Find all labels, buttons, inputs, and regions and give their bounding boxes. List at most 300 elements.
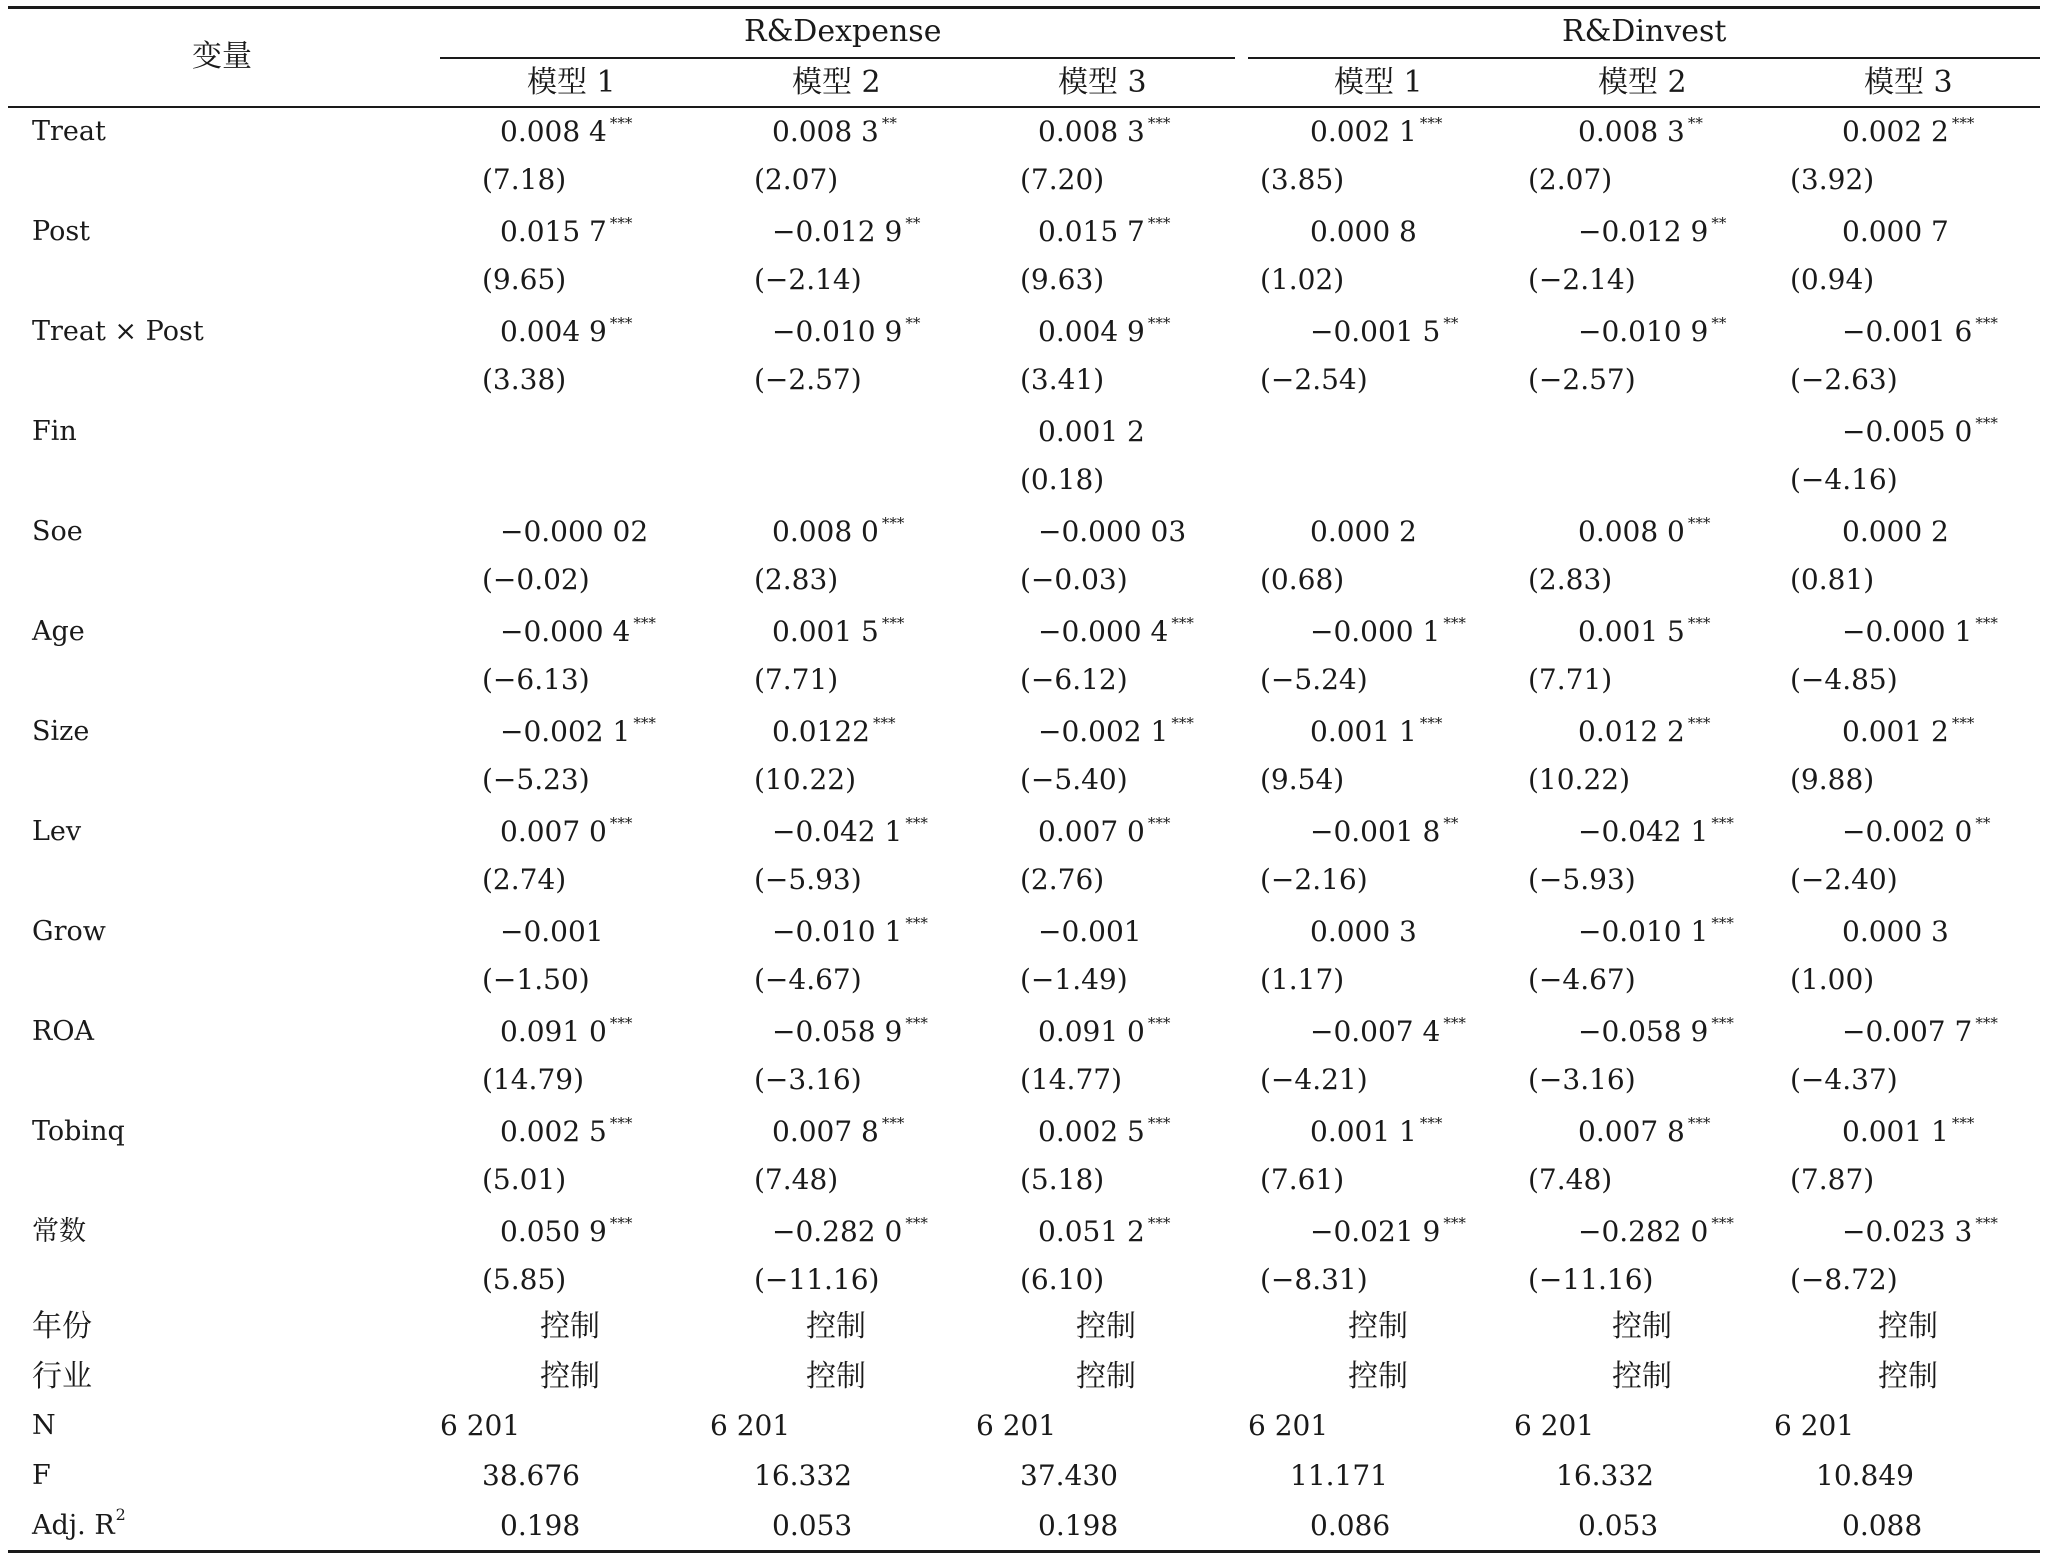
coef-value: 0.051 2 bbox=[1038, 1215, 1145, 1248]
t-stat-cell: (−11.16) bbox=[1528, 1263, 1654, 1296]
significance-stars: *** bbox=[609, 1014, 633, 1032]
summary-cell: 0.088 bbox=[1842, 1509, 1923, 1542]
coef-cell bbox=[1038, 114, 1171, 148]
row-label bbox=[32, 1309, 92, 1344]
significance-stars: *** bbox=[609, 1214, 633, 1232]
t-stat-cell: (7.71) bbox=[754, 663, 839, 696]
row-label: Age bbox=[32, 616, 85, 647]
significance-stars: *** bbox=[609, 214, 633, 232]
t-stat-cell: (−3.16) bbox=[754, 1063, 862, 1096]
model-header: 模型 1 bbox=[1334, 65, 1423, 100]
coef-cell bbox=[1310, 1114, 1443, 1148]
coef-cell bbox=[1842, 1014, 1998, 1048]
coef-cell bbox=[1310, 1014, 1466, 1048]
coef-value: 0.000 2 bbox=[1310, 515, 1417, 548]
coef-cell bbox=[1310, 314, 1459, 348]
t-stat-cell: (14.77) bbox=[1020, 1063, 1123, 1096]
coef-value: −0.002 1 bbox=[500, 715, 631, 748]
coef-cell bbox=[772, 514, 905, 548]
significance-stars: *** bbox=[1147, 114, 1171, 132]
t-stat-cell: (−4.16) bbox=[1790, 463, 1898, 496]
summary-cell: 控制 bbox=[1612, 1359, 1672, 1394]
coef-value: −0.010 1 bbox=[772, 915, 903, 948]
summary-cell: 38.676 bbox=[482, 1459, 580, 1492]
coef-cell bbox=[1038, 314, 1171, 348]
significance-stars: ** bbox=[1711, 214, 1727, 232]
significance-stars: *** bbox=[1711, 1014, 1734, 1032]
coef-value: 0.000 3 bbox=[1842, 915, 1949, 948]
coef-value: 0.091 0 bbox=[500, 1015, 607, 1048]
t-stat-cell: (10.22) bbox=[1528, 763, 1631, 796]
significance-stars: *** bbox=[1687, 614, 1711, 632]
row-label: Treat × Post bbox=[32, 316, 204, 347]
coef-cell bbox=[772, 614, 905, 648]
coef-cell bbox=[500, 314, 633, 348]
coef-cell bbox=[1578, 1014, 1734, 1048]
row-label: Grow bbox=[32, 916, 106, 947]
coef-cell bbox=[500, 1214, 633, 1248]
coef-cell bbox=[1038, 1114, 1171, 1148]
coef-value: 0.008 4 bbox=[500, 115, 607, 148]
summary-cell: 控制 bbox=[806, 1359, 866, 1394]
coef-value: 0.000 3 bbox=[1310, 915, 1417, 948]
coef-cell bbox=[1578, 714, 1711, 748]
coef-cell bbox=[1038, 515, 1189, 548]
t-stat-cell: (−2.14) bbox=[1528, 263, 1636, 296]
coef-cell bbox=[1842, 1214, 1998, 1248]
coef-value: −0.042 1 bbox=[1578, 815, 1709, 848]
t-stat-cell: (1.02) bbox=[1260, 263, 1345, 296]
significance-stars: *** bbox=[1419, 114, 1443, 132]
row-label: Tobinq bbox=[32, 1116, 125, 1147]
row-label bbox=[32, 1412, 56, 1439]
summary-cell: 控制 bbox=[1076, 1309, 1136, 1344]
row-label: Lev bbox=[32, 816, 82, 847]
coef-value: 0.008 0 bbox=[1578, 515, 1685, 548]
coef-value: 0.091 0 bbox=[1038, 1015, 1145, 1048]
coef-value: −0.001 8 bbox=[1310, 815, 1441, 848]
coef-cell bbox=[1310, 114, 1443, 148]
significance-stars: ** bbox=[1711, 314, 1727, 332]
coef-cell bbox=[1578, 914, 1734, 948]
coef-cell bbox=[500, 214, 633, 248]
significance-stars: *** bbox=[1951, 1114, 1975, 1132]
significance-stars: *** bbox=[881, 614, 905, 632]
row-label: Post bbox=[32, 216, 91, 247]
row-label: Fin bbox=[32, 416, 77, 447]
coef-value: 0.008 3 bbox=[1038, 115, 1145, 148]
t-stat-cell: (−3.16) bbox=[1528, 1063, 1636, 1096]
summary-cell: 0.053 bbox=[1578, 1509, 1659, 1542]
significance-stars: *** bbox=[1951, 114, 1975, 132]
row-label-text: N bbox=[32, 1410, 56, 1441]
coef-value: −0.010 9 bbox=[772, 315, 903, 348]
t-stat-cell: (−4.37) bbox=[1790, 1063, 1898, 1096]
summary-cell: 控制 bbox=[1878, 1309, 1938, 1344]
coef-value: −0.007 7 bbox=[1842, 1015, 1973, 1048]
coef-cell bbox=[1578, 614, 1711, 648]
significance-stars: *** bbox=[1443, 1214, 1466, 1232]
coef-cell bbox=[1578, 514, 1711, 548]
summary-cell: 0.198 bbox=[1038, 1509, 1119, 1542]
summary-cell: 10.849 bbox=[1816, 1459, 1914, 1492]
t-stat-cell: (0.81) bbox=[1790, 563, 1875, 596]
coef-value: −0.000 02 bbox=[500, 515, 649, 548]
row-label: Soe bbox=[32, 516, 83, 547]
significance-stars: *** bbox=[881, 514, 905, 532]
coef-cell bbox=[1038, 415, 1148, 448]
t-stat-cell: (−4.85) bbox=[1790, 663, 1898, 696]
t-stat-cell: (−1.50) bbox=[482, 963, 590, 996]
t-stat-cell: (2.76) bbox=[1020, 863, 1105, 896]
coef-value: 0.000 2 bbox=[1842, 515, 1949, 548]
coef-cell bbox=[500, 1014, 633, 1048]
model-header: 模型 3 bbox=[1864, 65, 1953, 100]
coef-cell bbox=[500, 814, 633, 848]
t-stat-cell: (9.65) bbox=[482, 263, 567, 296]
coef-value: 0.007 8 bbox=[772, 1115, 879, 1148]
significance-stars: *** bbox=[1443, 1014, 1466, 1032]
significance-stars: ** bbox=[1443, 814, 1459, 832]
summary-cell: 11.171 bbox=[1290, 1459, 1388, 1492]
coef-cell bbox=[1842, 1114, 1975, 1148]
summary-cell: 控制 bbox=[540, 1309, 600, 1344]
coef-value: 0.000 7 bbox=[1842, 215, 1949, 248]
summary-cell: 控制 bbox=[1878, 1359, 1938, 1394]
t-stat-cell: (1.00) bbox=[1790, 963, 1875, 996]
row-label: Size bbox=[32, 716, 90, 747]
coef-value: 0.002 5 bbox=[1038, 1115, 1145, 1148]
t-stat-cell: (−5.40) bbox=[1020, 763, 1128, 796]
t-stat-cell: (7.61) bbox=[1260, 1163, 1345, 1196]
significance-stars: *** bbox=[1147, 214, 1171, 232]
coef-cell bbox=[1578, 1214, 1734, 1248]
coef-value: 0.002 5 bbox=[500, 1115, 607, 1148]
model-header: 模型 2 bbox=[1598, 65, 1687, 100]
t-stat-cell: (−2.40) bbox=[1790, 863, 1898, 896]
coef-cell bbox=[772, 418, 775, 446]
significance-stars: *** bbox=[1975, 614, 1998, 632]
significance-stars: *** bbox=[1975, 414, 1998, 432]
summary-cell: 控制 bbox=[1348, 1359, 1408, 1394]
t-stat-cell: (−8.72) bbox=[1790, 1263, 1898, 1296]
t-stat-cell: (3.85) bbox=[1260, 163, 1345, 196]
coef-value: −0.001 bbox=[500, 915, 604, 948]
row-label: 常数 bbox=[32, 1216, 86, 1247]
t-stat-cell: (−0.02) bbox=[482, 563, 590, 596]
variable-header: 变量 bbox=[192, 39, 252, 74]
significance-stars: *** bbox=[1687, 1114, 1711, 1132]
t-stat-cell: (−5.24) bbox=[1260, 663, 1368, 696]
coef-cell bbox=[1842, 714, 1975, 748]
summary-cell: 控制 bbox=[1612, 1309, 1672, 1344]
top-rule bbox=[8, 6, 2040, 9]
significance-stars: *** bbox=[633, 614, 656, 632]
t-stat-cell: (−4.67) bbox=[754, 963, 862, 996]
significance-stars: *** bbox=[1687, 514, 1711, 532]
coef-cell bbox=[1578, 1114, 1711, 1148]
coef-value: −0.000 4 bbox=[1038, 615, 1169, 648]
coef-cell bbox=[772, 314, 921, 348]
summary-cell: 控制 bbox=[1076, 1359, 1136, 1394]
coef-value: −0.000 1 bbox=[1842, 615, 1973, 648]
coef-value: 0.0122 bbox=[772, 715, 870, 748]
coef-cell bbox=[1038, 214, 1171, 248]
summary-cell: 6 201 bbox=[1248, 1409, 1329, 1442]
coef-cell bbox=[1310, 215, 1420, 248]
coef-value: 0.004 9 bbox=[1038, 315, 1145, 348]
significance-stars: *** bbox=[905, 914, 928, 932]
coef-value: −0.002 0 bbox=[1842, 815, 1973, 848]
coef-value: −0.001 5 bbox=[1310, 315, 1441, 348]
t-stat-cell: (7.18) bbox=[482, 163, 567, 196]
row-label bbox=[32, 1505, 126, 1541]
coef-value: 0.012 2 bbox=[1578, 715, 1685, 748]
coef-value: −0.058 9 bbox=[1578, 1015, 1709, 1048]
model-header: 模型 2 bbox=[792, 65, 881, 100]
coef-cell bbox=[1310, 814, 1459, 848]
t-stat-cell: (2.07) bbox=[1528, 163, 1613, 196]
summary-cell: 控制 bbox=[540, 1359, 600, 1394]
t-stat-cell: (9.88) bbox=[1790, 763, 1875, 796]
significance-stars: *** bbox=[1147, 1214, 1171, 1232]
coef-value: −0.012 9 bbox=[1578, 215, 1709, 248]
coef-cell bbox=[500, 714, 656, 748]
significance-stars: *** bbox=[905, 1014, 928, 1032]
significance-stars: *** bbox=[1147, 314, 1171, 332]
summary-cell: 37.430 bbox=[1020, 1459, 1118, 1492]
coef-cell bbox=[772, 214, 921, 248]
coef-value: −0.012 9 bbox=[772, 215, 903, 248]
coef-cell bbox=[500, 915, 607, 948]
significance-stars: *** bbox=[1975, 314, 1998, 332]
significance-stars: *** bbox=[1443, 614, 1466, 632]
row-label-text: F bbox=[32, 1460, 51, 1491]
summary-cell: 16.332 bbox=[1556, 1459, 1654, 1492]
t-stat-cell: (7.48) bbox=[1528, 1163, 1613, 1196]
significance-stars: *** bbox=[1951, 714, 1975, 732]
coef-cell bbox=[500, 515, 651, 548]
coef-cell bbox=[1038, 814, 1171, 848]
t-stat-cell: (−2.63) bbox=[1790, 363, 1898, 396]
coef-value: −0.000 1 bbox=[1310, 615, 1441, 648]
significance-stars: *** bbox=[1147, 814, 1171, 832]
t-stat-cell: (2.07) bbox=[754, 163, 839, 196]
coef-value: −0.000 03 bbox=[1038, 515, 1187, 548]
coef-value: 0.008 0 bbox=[772, 515, 879, 548]
row-label: Treat bbox=[32, 116, 106, 147]
t-stat-cell: (−11.16) bbox=[754, 1263, 880, 1296]
coef-value: −0.023 3 bbox=[1842, 1215, 1973, 1248]
t-stat-cell: (0.68) bbox=[1260, 563, 1345, 596]
t-stat-cell: (−5.93) bbox=[754, 863, 862, 896]
coef-value: −0.282 0 bbox=[772, 1215, 903, 1248]
t-stat-cell: (−6.12) bbox=[1020, 663, 1128, 696]
significance-stars: *** bbox=[1147, 1114, 1171, 1132]
coef-cell bbox=[772, 114, 897, 148]
t-stat-cell: (−2.57) bbox=[1528, 363, 1636, 396]
t-stat-cell: (−2.54) bbox=[1260, 363, 1368, 396]
significance-stars: *** bbox=[1711, 914, 1734, 932]
t-stat-cell: (−4.21) bbox=[1260, 1063, 1368, 1096]
t-stat-cell: (3.92) bbox=[1790, 163, 1875, 196]
coef-cell bbox=[1842, 114, 1975, 148]
coef-value: 0.001 1 bbox=[1310, 715, 1417, 748]
t-stat-cell: (2.83) bbox=[1528, 563, 1613, 596]
model-header: 模型 1 bbox=[527, 65, 616, 100]
t-stat-cell: (−1.49) bbox=[1020, 963, 1128, 996]
coef-cell bbox=[772, 1214, 928, 1248]
group-rule-invest bbox=[1248, 57, 2040, 59]
significance-stars: *** bbox=[1419, 1114, 1443, 1132]
summary-cell: 6 201 bbox=[440, 1409, 521, 1442]
coef-value: 0.001 5 bbox=[772, 615, 879, 648]
significance-stars: *** bbox=[881, 1114, 905, 1132]
significance-stars: ** bbox=[1975, 814, 1991, 832]
t-stat-cell: (7.20) bbox=[1020, 163, 1105, 196]
coef-cell bbox=[772, 914, 928, 948]
group-header-rd-expense: R&Dexpense bbox=[744, 14, 942, 49]
header-rule bbox=[8, 106, 2040, 108]
coef-cell bbox=[1578, 114, 1703, 148]
group-header-rd-invest: R&Dinvest bbox=[1562, 14, 1727, 49]
coef-cell bbox=[1578, 814, 1734, 848]
coef-cell bbox=[1842, 215, 1952, 248]
t-stat-cell: (2.74) bbox=[482, 863, 567, 896]
significance-stars: *** bbox=[633, 714, 656, 732]
coef-value: 0.001 1 bbox=[1842, 1115, 1949, 1148]
t-stat-cell: (−0.03) bbox=[1020, 563, 1128, 596]
coef-value: −0.058 9 bbox=[772, 1015, 903, 1048]
coef-value: 0.001 5 bbox=[1578, 615, 1685, 648]
coef-cell bbox=[1842, 614, 1998, 648]
coef-value: −0.002 1 bbox=[1038, 715, 1169, 748]
summary-cell: 6 201 bbox=[1514, 1409, 1595, 1442]
row-label-text: 行业 bbox=[32, 1359, 92, 1394]
row-label-text: 年份 bbox=[32, 1309, 92, 1344]
significance-stars: *** bbox=[1687, 714, 1711, 732]
significance-stars: *** bbox=[872, 714, 896, 732]
coef-value: −0.000 4 bbox=[500, 615, 631, 648]
row-label-text: Adj. R bbox=[32, 1510, 115, 1541]
summary-cell: 控制 bbox=[806, 1309, 866, 1344]
t-stat-cell: (−2.57) bbox=[754, 363, 862, 396]
significance-stars: *** bbox=[609, 814, 633, 832]
significance-stars: ** bbox=[905, 214, 921, 232]
row-label bbox=[32, 1462, 51, 1489]
significance-stars: *** bbox=[905, 814, 928, 832]
coef-cell bbox=[1842, 414, 1998, 448]
t-stat-cell: (−2.16) bbox=[1260, 863, 1368, 896]
coef-cell bbox=[1578, 418, 1581, 446]
coef-cell bbox=[1310, 418, 1313, 446]
coef-value: 0.007 8 bbox=[1578, 1115, 1685, 1148]
significance-stars: *** bbox=[905, 1214, 928, 1232]
t-stat-cell: (3.38) bbox=[482, 363, 567, 396]
coef-cell bbox=[1578, 214, 1727, 248]
bottom-rule bbox=[8, 1550, 2040, 1553]
t-stat-cell: (0.18) bbox=[1020, 463, 1105, 496]
coef-cell bbox=[1310, 714, 1443, 748]
row-label bbox=[32, 1359, 92, 1394]
significance-stars: *** bbox=[609, 314, 633, 332]
significance-stars: *** bbox=[1171, 714, 1194, 732]
significance-stars: *** bbox=[609, 114, 633, 132]
summary-cell: 0.053 bbox=[772, 1509, 853, 1542]
t-stat-cell: (1.17) bbox=[1260, 963, 1345, 996]
coef-value: 0.050 9 bbox=[500, 1215, 607, 1248]
t-stat-cell: (9.54) bbox=[1260, 763, 1345, 796]
superscript: 2 bbox=[115, 1505, 126, 1524]
coef-value: 0.007 0 bbox=[1038, 815, 1145, 848]
coef-value: 0.001 2 bbox=[1038, 415, 1145, 448]
coef-value: 0.002 1 bbox=[1310, 115, 1417, 148]
coef-cell bbox=[1038, 614, 1194, 648]
summary-cell: 6 201 bbox=[976, 1409, 1057, 1442]
summary-cell: 0.198 bbox=[500, 1509, 581, 1542]
significance-stars: ** bbox=[1687, 114, 1703, 132]
coef-cell bbox=[1310, 614, 1466, 648]
coef-value: −0.001 bbox=[1038, 915, 1142, 948]
coef-value: −0.042 1 bbox=[772, 815, 903, 848]
significance-stars: *** bbox=[1975, 1014, 1998, 1032]
coef-cell bbox=[500, 614, 656, 648]
coef-cell bbox=[1038, 1014, 1171, 1048]
significance-stars: ** bbox=[905, 314, 921, 332]
summary-cell: 16.332 bbox=[754, 1459, 852, 1492]
summary-cell: 6 201 bbox=[1774, 1409, 1855, 1442]
significance-stars: *** bbox=[1419, 714, 1443, 732]
coef-value: 0.015 7 bbox=[1038, 215, 1145, 248]
model-header: 模型 3 bbox=[1058, 65, 1147, 100]
t-stat-cell: (0.94) bbox=[1790, 263, 1875, 296]
coef-cell bbox=[772, 1114, 905, 1148]
significance-stars: ** bbox=[1443, 314, 1459, 332]
t-stat-cell: (3.41) bbox=[1020, 363, 1105, 396]
significance-stars: *** bbox=[1975, 1214, 1998, 1232]
t-stat-cell: (10.22) bbox=[754, 763, 857, 796]
coef-cell bbox=[1038, 714, 1194, 748]
coef-value: −0.282 0 bbox=[1578, 1215, 1709, 1248]
t-stat-cell: (−4.67) bbox=[1528, 963, 1636, 996]
coef-cell bbox=[1578, 314, 1727, 348]
coef-cell bbox=[1310, 515, 1420, 548]
coef-cell bbox=[1310, 915, 1420, 948]
t-stat-cell: (7.48) bbox=[754, 1163, 839, 1196]
t-stat-cell: (−5.93) bbox=[1528, 863, 1636, 896]
coef-value: 0.004 9 bbox=[500, 315, 607, 348]
t-stat-cell: (7.87) bbox=[1790, 1163, 1875, 1196]
coef-value: 0.007 0 bbox=[500, 815, 607, 848]
coef-cell bbox=[1842, 314, 1998, 348]
summary-cell: 控制 bbox=[1348, 1309, 1408, 1344]
significance-stars: *** bbox=[609, 1114, 633, 1132]
t-stat-cell: (7.71) bbox=[1528, 663, 1613, 696]
coef-value: 0.002 2 bbox=[1842, 115, 1949, 148]
t-stat-cell: (5.18) bbox=[1020, 1163, 1105, 1196]
coef-cell bbox=[500, 418, 503, 446]
coef-cell bbox=[772, 1014, 928, 1048]
coef-value: −0.005 0 bbox=[1842, 415, 1973, 448]
coef-value: 0.008 3 bbox=[772, 115, 879, 148]
coef-value: −0.001 6 bbox=[1842, 315, 1973, 348]
t-stat-cell: (−5.23) bbox=[482, 763, 590, 796]
significance-stars: ** bbox=[881, 114, 897, 132]
significance-stars: *** bbox=[1147, 1014, 1171, 1032]
coef-value: 0.001 1 bbox=[1310, 1115, 1417, 1148]
coef-cell bbox=[1842, 515, 1952, 548]
coef-cell bbox=[1842, 915, 1952, 948]
